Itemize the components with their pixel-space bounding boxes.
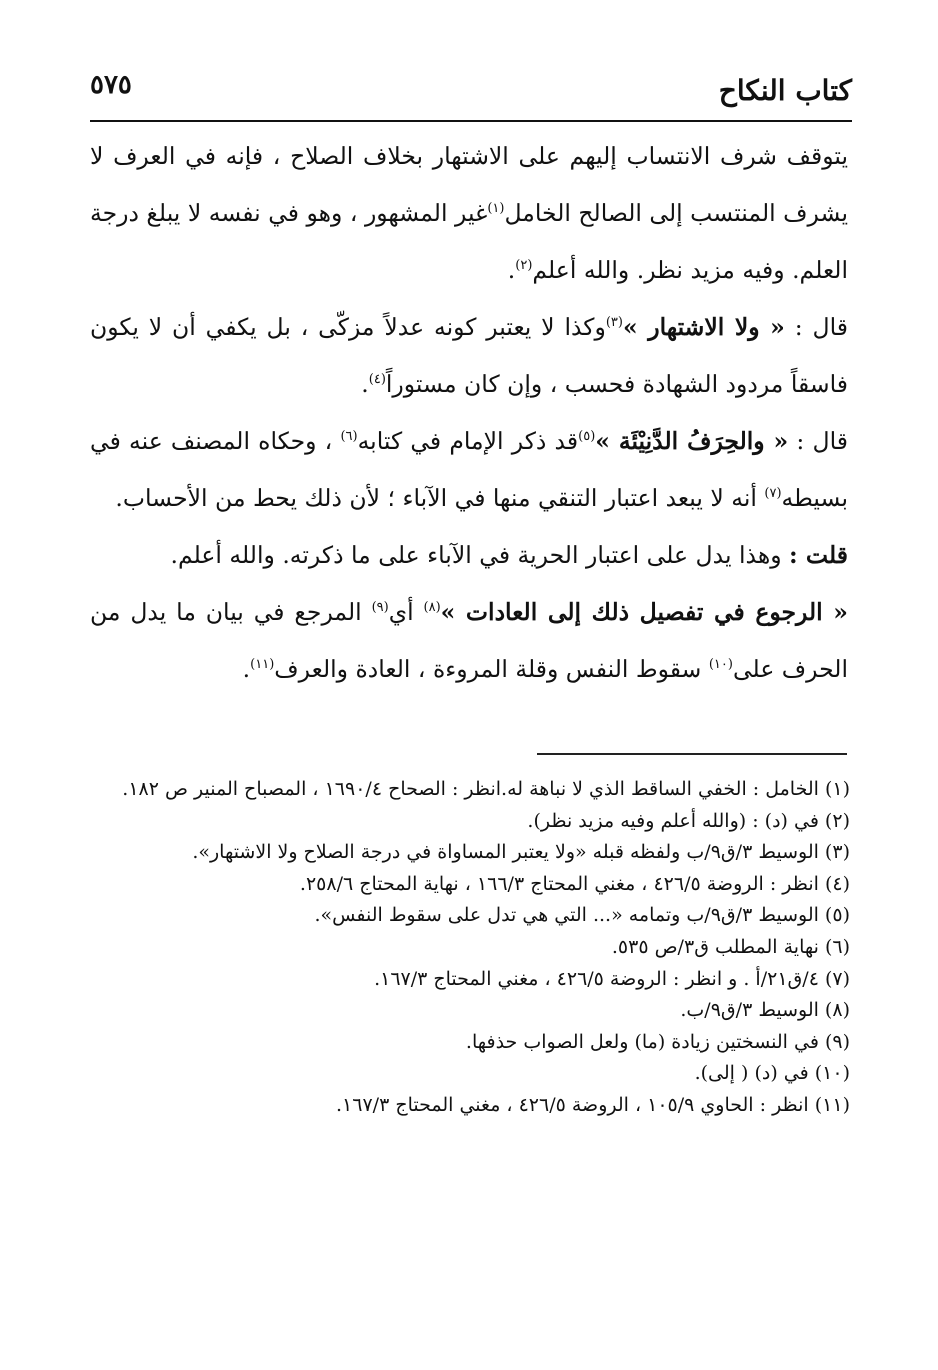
text-run: أنه لا يبعد اعتبار التنقي منها في الآباء ؛ لأن ذلك يحط من الأحساب. [115,484,757,512]
footnote-ref: (٤) [368,372,386,388]
footnote-ref: (٨) [423,600,441,616]
footnote-9: (٩) في النسختين زيادة (ما) ولعل الصواب حذفها. [465,1030,850,1053]
footnote-4: (٤) انظر : الروضة ٤٢٦/٥ ، مغني المحتاج ١٦٦/٣ ، نهاية المحتاج ٢٥٨/٦. [299,872,850,895]
footnote-ref: (٣) [605,315,623,331]
text-run: يتوقف شرف الانتساب إليهم على الاشتهار بخلاف الصلاح ، فإنه في العرف لا يشرف المنتسب إلى الصالح الخامل [90,142,848,227]
footnote-ref: (٩) [371,600,389,616]
footnote-7: (٧) ٤/ق٢١/أ . و انظر : الروضة ٤٢٦/٥ ، مغني المحتاج ١٦٧/٣. [374,967,850,990]
footnote-ref: (٦) [340,429,358,445]
footnote-11: (١١) انظر : الحاوي ١٠٥/٩ ، الروضة ٤٢٦/٥ ، مغني المحتاج ١٦٧/٣. [336,1093,850,1116]
text-run: أي [388,598,414,626]
page-header [90,64,852,122]
text-run: وهذا يدل على اعتبار الحرية في الآباء على ما ذكرته. والله أعلم. [170,541,782,569]
footnote-ref: (١) [487,201,505,217]
text-run: غير المشهور ، وهو في نفسه لا يبلغ درجة العلم. وفيه مزيد نظر. والله أعلم [90,199,848,284]
text-run: . [242,655,251,683]
matn-quote: « الرجوع في تفصيل ذلك إلى العادات » [440,598,848,626]
text-run: قد ذكر الإمام في كتابه [357,427,579,455]
footnote-ref: (١١) [250,657,275,673]
qultu-label: قلت : [789,541,848,569]
text-run: وكذا لا يعتبر كونه عدلاً مزكّى ، بل يكفي أن لا يكون فاسقاً مردود الشهادة فحسب ، وإن كان مستوراً [90,313,848,398]
paragraph-4 [90,527,848,584]
text-run: ، وحكاه المصنف عنه في بسيطه [90,427,848,512]
footnote-6: (٦) نهاية المطلب ق٣/ص ٥٣٥. [611,935,850,958]
footnote-separator [537,753,847,755]
paragraph-2 [90,299,848,413]
main-text [90,128,848,698]
footnote-8: (٨) الوسيط ٣/ق٩/ب. [680,999,850,1022]
footnote-1: (١) الخامل : الخفي الساقط الذي لا نباهة له.انظر : الصحاح ١٦٩٠/٤ ، المصباح المنير ص ١٨٢. [122,778,850,800]
text-run: . [507,256,516,284]
footnote-10: (١٠) في (د) ( إلى). [694,1062,850,1085]
footnote-2: (٢) في (د) : (والله أعلم وفيه مزيد نظر). [527,809,850,832]
text-run: المرجع في بيان ما يدل من الحرف على [90,598,848,683]
footnote-ref: (٥) [578,429,596,445]
footnote-ref: (٢) [515,258,533,274]
page-number: ٥٧٥ [90,70,132,100]
paragraph-3 [90,413,848,527]
text-run: . [361,370,369,398]
footnote-3: (٣) الوسيط ٣/ق٩/ب ولفظه قبله «ولا يعتبر المساواة في درجة الصلاح ولا الاشتهار». [192,841,850,864]
matn-quote: « ولا الاشتهار » [622,313,785,341]
footnote-ref: (١٠) [708,657,733,673]
matn-quote: « والحِرَفُ الدَّنِيْئَة » [595,427,789,455]
paragraph-5 [90,584,848,698]
text-run: سقوط النفس وقلة المروءة ، العادة والعرف [274,655,702,683]
text-run: قال : [794,313,848,341]
header-rule [90,120,852,122]
footnotes-list [90,774,850,1122]
footnote-5: (٥) الوسيط ٣/ق٩/ب وتمامه «... التي هي تدل على سقوط النفس». [314,904,850,927]
paragraph-1 [90,128,848,299]
footnote-ref: (٧) [764,486,782,502]
running-title: كتاب النكاح [718,74,852,107]
text-run: قال : [796,427,848,455]
